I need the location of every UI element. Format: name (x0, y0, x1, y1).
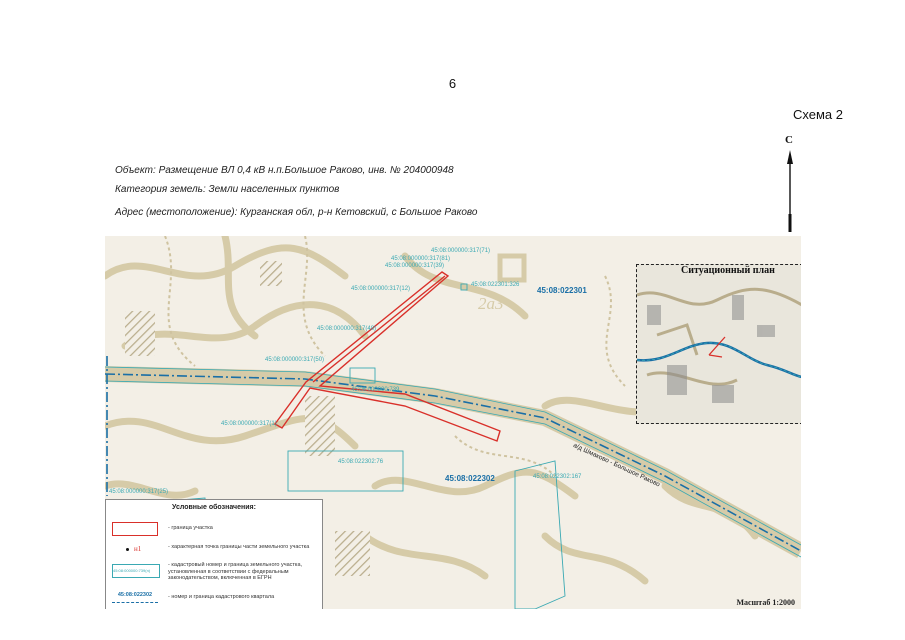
cadastral-label: 45:08:000000:317(71) (431, 248, 491, 254)
legend-text: - номер и граница кадастрового квартала (168, 594, 275, 600)
scheme-label: Схема 2 (793, 107, 843, 122)
cadastral-label: 45:08:000000:317(39) (385, 263, 445, 269)
north-arrow-icon (778, 134, 802, 250)
situational-plan (636, 264, 801, 424)
cadastral-label: 45:08:000000:317(12) (351, 286, 411, 292)
cadastral-map (105, 236, 801, 609)
cadastral-label: 45:08:000000:317(1) (221, 421, 277, 427)
quarter-label: 45:08:022301 (537, 286, 587, 295)
cadastral-label: 45:08:000000:317(50) (265, 357, 325, 363)
situational-plan-drawing (637, 265, 801, 423)
land-category-line: Категория земель: Земли населенных пунктов (115, 184, 340, 195)
hatched-area (335, 531, 370, 576)
parcel-boundary-swatch (112, 522, 158, 536)
cadastral-swatch: 45:08:000000:739(n) (112, 564, 160, 578)
building-number: 2а3 (478, 294, 504, 313)
hatched-area (125, 311, 155, 356)
point-symbol: н1 (112, 544, 158, 556)
legend-text: - характерная точка границы части земельного участка (168, 544, 310, 550)
cadastral-label: 45:08:000000:739 (351, 387, 400, 393)
north-arrow (778, 134, 802, 250)
object-line: Объект: Размещение ВЛ 0,4 кВ н.п.Большое Раково, инв. № 204000948 (115, 165, 454, 176)
cadastral-label: 45:08:022301:326 (471, 282, 520, 288)
hatched-area (260, 261, 282, 286)
address-line: Адрес (местоположение): Курганская обл, р-н Кетовский, с Большое Раково (115, 207, 478, 218)
legend-text: - кадастровый номер и граница земельного участка, установленная в соответствии с федеральным законодательством, включенная в ЕГРН (168, 562, 303, 581)
quarter-swatch: 45:08:022302 (112, 592, 158, 603)
legend-title: Условные обозначения: (172, 504, 256, 511)
quarter-label: 45:08:022302 (445, 474, 495, 483)
hatched-area (305, 396, 335, 456)
situational-plan-title: Ситуационный план (681, 265, 775, 276)
legend (105, 499, 323, 609)
map-scale: Масштаб 1:2000 (736, 598, 795, 607)
north-label: С (785, 134, 793, 146)
legend-text: - граница участка (168, 525, 213, 531)
building-outline (500, 256, 524, 280)
cadastral-label: 45:08:022302:167 (533, 474, 582, 480)
cadastral-label: 45:08:022302:76 (338, 459, 384, 465)
cadastral-label: 45:08:000000:317(25) (109, 489, 169, 495)
road-name: а/д Шмаково - Большое Раково (572, 442, 661, 489)
cadastral-label: 45:08:000000:317(48) (317, 326, 377, 332)
page-number: 6 (448, 76, 457, 91)
cadastral-label: 45:08:000000:317(81) (391, 256, 451, 262)
